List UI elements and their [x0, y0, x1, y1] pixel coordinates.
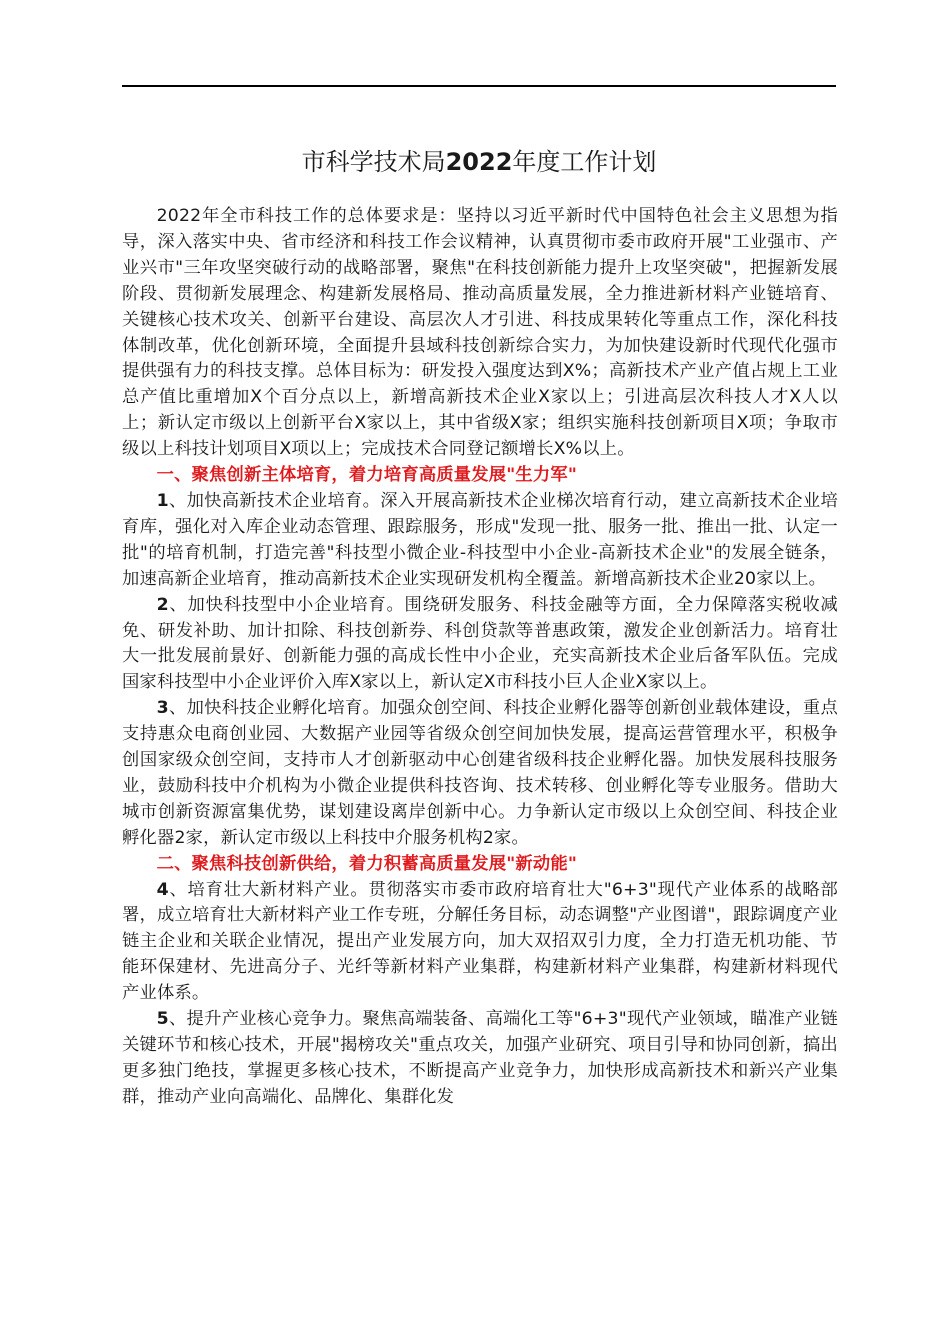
item-paragraph-1	[122, 489, 838, 593]
item-number: 3	[156, 698, 169, 719]
item-text: 、培育壮大新材料产业。贯彻落实市委市政府培育壮大"6+3"现代产业体系的战略部署，成立培育壮大新材料产业工作专班，分解任务目标，动态调整"产业图谱"，跟踪调度产业链主企业和关联企业情况，提出产业发展方向，加大双招双引力度，全力打造无机功能、节能环保建材、先进高分子、光纤等新材料产业集群，构建新材料产业集群，构建新材料现代产业体系。	[122, 879, 838, 1004]
item-text: 、提升产业核心竞争力。聚焦高端装备、高端化工等"6+3"现代产业领域，瞄准产业链关键环节和核心技术，开展"揭榜攻关"重点攻关，加强产业研究、项目引导和协同创新，搞出更多独门绝技，掌握更多核心技术，不断提高产业竞争力，加快形成高新技术和新兴产业集群，推动产业向高端化、品牌化、集群化发	[122, 1009, 838, 1107]
item-number: 4	[156, 879, 169, 900]
item-paragraph-2	[122, 593, 838, 697]
item-text: 、加快科技企业孵化培育。加强众创空间、科技企业孵化器等创新创业载体建设，重点支持惠众电商创业园、大数据产业园等省级众创空间加快发展，提高运营管理水平，积极争创国家级众创空间，支持市人才创新驱动中心创建省级科技企业孵化器。加快发展科技服务业，鼓励科技中介机构为小微企业提供科技咨询、技术转移、创业孵化等专业服务。借助大城市创新资源富集优势，谋划建设离岸创新中心。力争新认定市级以上众创空间、科技企业孵化器2家，新认定市级以上科技中介服务机构2家。	[122, 698, 838, 848]
item-number: 5	[156, 1009, 169, 1030]
item-number: 2	[156, 594, 169, 615]
document-body	[122, 204, 838, 1111]
item-text: 、加快高新技术企业培育。深入开展高新技术企业梯次培育行动，建立高新技术企业培育库，强化对入库企业动态管理、跟踪服务，形成"发现一批、服务一批、推出一批、认定一批"的培育机制，打造完善"科技型小微企业-科技型中小企业-高新技术企业"的发展全链条，加速高新企业培育，推动高新技术企业实现研发机构全覆盖。新增高新技术企业20家以上。	[122, 490, 838, 589]
item-paragraph-5	[122, 1007, 838, 1111]
title-prefix: 市科学技术局	[301, 148, 446, 176]
item-paragraph-4	[122, 878, 838, 1008]
item-paragraph-3	[122, 696, 838, 851]
item-text: 、加快科技型中小企业培育。围绕研发服务、科技金融等方面，全力保障落实税收减免、研发补助、加计扣除、科技创新券、科创贷款等普惠政策，激发企业创新活力。培育壮大一批发展前景好、创新能力强的高成长性中小企业，充实高新技术企业后备军队伍。完成国家科技型中小企业评价入库X家以上，新认定X市科技小巨人企业X家以上。	[122, 594, 838, 693]
title-year: 2022	[445, 148, 513, 176]
title-suffix: 年度工作计划	[512, 148, 657, 176]
section-heading-2: 二、聚焦科技创新供给，着力积蓄高质量发展"新动能"	[156, 853, 578, 874]
intro-paragraph: 2022年全市科技工作的总体要求是：坚持以习近平新时代中国特色社会主义思想为指导，深入落实中央、省市经济和科技工作会议精神，认真贯彻市委市政府开展"工业强市、产业兴市"三年攻坚突破行动的战略部署，聚焦"在科技创新能力提升上攻坚突破"，把握新发展阶段、贯彻新发展理念、构建新发展格局、推动高质量发展，全力推进新材料产业链培育、关键核心技术攻关、创新平台建设、高层次人才引进、科技成果转化等重点工作，深化科技体制改革，优化创新环境，全面提升县域科技创新综合实力，为加快建设新时代现代化强市提供强有力的科技支撑。总体目标为：研发投入强度达到X%；高新技术产业产值占规上工业总产值比重增加X个百分点以上，新增高新技术企业X家以上；引进高层次科技人才X人以上；新认定市级以上创新平台X家以上，其中省级X家；组织实施科技创新项目X项；争取市级以上科技计划项目X项以上；完成技术合同登记额增长X%以上。	[122, 206, 838, 460]
section-heading-1: 一、聚焦创新主体培育，着力培育高质量发展"生力军"	[156, 465, 578, 486]
item-number: 1	[156, 490, 169, 511]
header-rule	[122, 85, 836, 87]
document-title	[122, 144, 836, 180]
